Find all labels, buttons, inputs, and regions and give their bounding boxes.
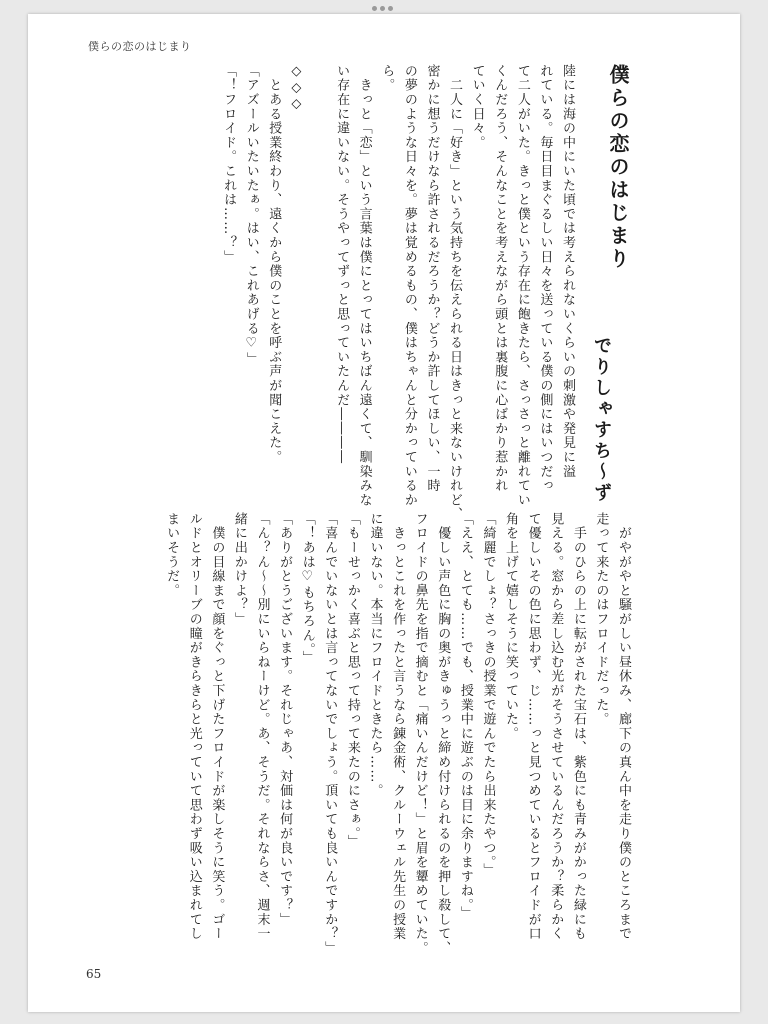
text-line: 「綺麗でしょ？さっきの授業で遊んでたら出来たやつ。」 [480, 512, 496, 878]
chapter-title: 僕らの恋のはじまり [606, 64, 630, 271]
text-line: 陸には海の中にいた頃では考えられないくらいの刺激や発見に溢 [560, 64, 575, 479]
text-line: に違いない。本当にフロイドときたら……。 [367, 512, 383, 798]
handle-dot [388, 6, 393, 11]
text-line: れている。毎日目まぐるしい日々を送っている僕の側にはいつだっ [537, 64, 553, 493]
text-line: て二人がいた。きっと僕という存在に飽きたら、さっさっと離れてい [514, 64, 530, 508]
text-line: 「喜んでいないとは言ってないでしょう。頂いても良いんですか？」 [322, 512, 338, 956]
text-line: 「アズールいたいたぁ。はい、これあげる♡」 [243, 64, 259, 367]
text-line: 緒に出かけよ？」 [231, 512, 247, 627]
text-line: まいそうだ。 [164, 512, 180, 598]
text-line: 優しい声色に胸の奥がきゅうっと締め付けられるのを押し殺して、 [435, 512, 451, 956]
text-line: フロイドの鼻先を指で摘むと「痛いんだけど！」と眉を顰めていた。 [412, 512, 428, 956]
lower-text-block [96, 512, 634, 964]
text-line: の夢のような日々を。夢は覚めるもの、僕はちゃんと分かっているか [401, 64, 417, 508]
text-line: 手のひらの上に転がされた宝石は、紫色にも青みがかった緑にも [570, 512, 586, 941]
text-line: 見える。窓から差し込む光がそうさせているんだろうか？柔らかく [548, 512, 564, 941]
text-line: きっとこれを作ったと言うなら錬金術、クルーウェル先生の授業 [390, 512, 406, 941]
text-line: がやがやと騒がしい昼休み、廊下の真ん中を走り僕のところまで [616, 512, 631, 941]
text-line: 角を上げて嬉しそうに笑っていた。 [503, 512, 519, 741]
upper-text-block [88, 64, 578, 522]
text-line: きっと「恋」という言葉は僕にとってはいちばん遠くて、馴染みな [356, 64, 372, 508]
author-name: でりしゃすち～ず [591, 336, 612, 504]
text-line: ていく日々。 [469, 64, 485, 150]
handle-dot [372, 6, 377, 11]
text-line [307, 64, 330, 499]
text-line: 「ありがとうございます。それじゃあ、対価は何が良いです？」 [277, 512, 293, 927]
text-line: ら。 [379, 64, 395, 93]
text-line: ◇◇◇ [288, 64, 304, 113]
text-line: 走って来たのはフロイドだった。 [593, 512, 609, 727]
page-number: 65 [86, 967, 102, 981]
text-line: とある授業終わり、遠くから僕のことを呼ぶ声が聞こえた。 [266, 64, 282, 465]
text-line: 密かに想うだけなら許されるだろうか？どうか許してほしい、一時 [424, 64, 440, 493]
handle-dot [380, 6, 385, 11]
text-line: 「ん？ん～～別にいらねーけど。あ、そうだ。それならさ、週末一 [254, 512, 270, 941]
text-line: 僕の目線まで顔をぐっと下げたフロイドが楽しそうに笑う。ゴー [209, 512, 225, 941]
text-line: ルドとオリーブの瞳がきらきらと光っていて思わず吸い込まれてし [186, 512, 202, 941]
text-line: 二人に「好き」という気持ちを伝えられる日はきっと来ないけれど、 [447, 64, 463, 522]
text-line: 「もーせっかく喜ぶと思って持って来たのにさぁ。」 [344, 512, 360, 849]
window-handle[interactable] [372, 6, 393, 11]
text-line: て優しいその色に思わず、じ……っと見つめているとフロイドが口 [525, 512, 541, 941]
text-line: 「！フロイド。これは……？」 [221, 64, 237, 265]
text-line: い存在に違いない。そうやってずっと思っていたんだ―――― [334, 64, 350, 465]
text-line: 「ええ、とても……でも、授業中に遊ぶのは目に余りますね。」 [457, 512, 473, 921]
text-line: くんだろう、そんなことを考えながら頭とは裏腹に心ばかり惹かれ [492, 64, 508, 493]
text-line: 「！あは♡もちろん。」 [299, 512, 315, 665]
running-header: 僕らの恋のはじまり [88, 40, 192, 53]
